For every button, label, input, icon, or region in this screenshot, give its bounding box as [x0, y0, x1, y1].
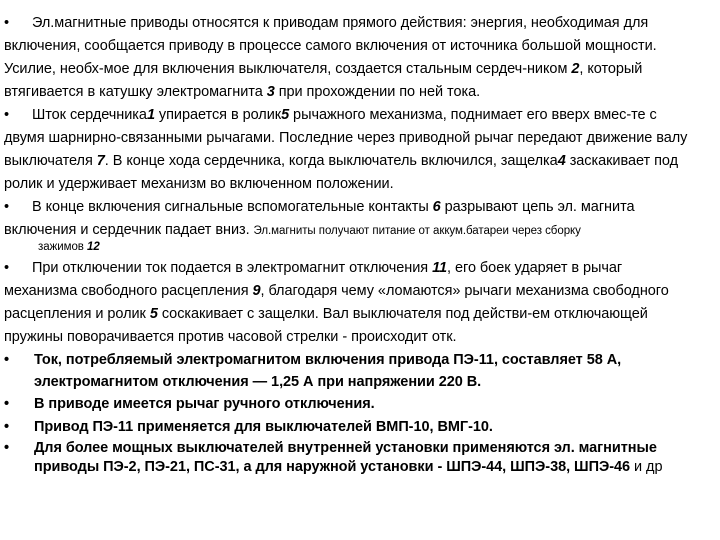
- ref-number: 9: [252, 283, 261, 299]
- text-fragment: соскакивает с защелки. Вал выключателя под действи-ем отключающей пружины поворачивается против часовой стрелки - происходит отк.: [4, 306, 648, 345]
- list-item-text: Для более мощных выключателей внутренней установки применяются эл. магнитные приводы ПЭ-2, ПЭ-21, ПС-31, а для наружной установки - ШПЭ-44, ШПЭ-38, ШПЭ-46: [34, 440, 657, 475]
- paragraph-electromagnetic-drives: [4, 12, 698, 104]
- paragraph-core-rod: [4, 104, 698, 196]
- bullet: •: [4, 260, 10, 276]
- bullet: •: [4, 396, 10, 412]
- bold-bullet-list: [4, 349, 698, 477]
- small-note: Эл.магниты получают питание от аккум.батареи через сборку: [253, 225, 581, 237]
- list-item-text: В приводе имеется рычаг ручного отключения.: [34, 396, 375, 412]
- small-note-continuation: [4, 239, 698, 255]
- text-fragment: . В конце хода сердечника, когда выключатель включился, защелка: [104, 153, 558, 169]
- ref-number: 5: [281, 107, 290, 123]
- text-fragment: при прохождении по ней тока.: [274, 84, 481, 100]
- ref-number: 4: [557, 153, 566, 169]
- bullet: •: [4, 419, 10, 435]
- text-fragment: , который втягивается в катушку электромагнита: [4, 61, 643, 100]
- list-item-text: Ток, потребляемый электромагнитом включения привода ПЭ-11, составляет 58 А, электромагнитом отключения — 1,25 А при напряжении 220 В.: [34, 352, 622, 390]
- text-fragment: Эл.магнитные приводы относятся к приводам прямого действия: энергия, необходимая для включения, сообщается приводу в процессе самого включения от источника большой мощности. Усилие, необх-мое для включения выключателя, создается стальным сердеч-ником: [4, 15, 657, 77]
- list-item-text: Привод ПЭ-11 применяется для выключателей ВМП-10, ВМГ-10.: [34, 419, 493, 435]
- text-fragment: При отключении ток подается в электромагнит отключения: [32, 260, 433, 276]
- list-item: [4, 349, 698, 393]
- paragraph-end-of-switching: [4, 196, 698, 255]
- list-item: [4, 416, 698, 439]
- paragraph-tripping: [4, 257, 698, 349]
- ref-number: 3: [266, 84, 275, 100]
- ref-number: 12: [87, 241, 100, 253]
- bullet: •: [4, 199, 10, 215]
- bullet: •: [4, 352, 10, 368]
- text-fragment: , его боек ударяет в рычаг механизма свободного расцепления: [4, 260, 623, 299]
- text-fragment: заскакивает под ролик и удерживает механизм во включенном положении.: [4, 153, 678, 192]
- ref-number: 5: [149, 306, 158, 322]
- ref-number: 1: [146, 107, 155, 123]
- list-item: [4, 439, 698, 477]
- list-item: [4, 393, 698, 416]
- ref-number: 7: [96, 153, 105, 169]
- text-fragment: зажимов: [38, 241, 87, 253]
- text-fragment: упирается в ролик: [154, 107, 282, 123]
- text-fragment: В конце включения сигнальные вспомогательные контакты: [32, 199, 433, 215]
- bullet: •: [4, 107, 10, 123]
- text-fragment: , благодаря чему «ломаются» рычаги механизма свободного расцепления и ролик: [4, 283, 669, 322]
- text-fragment: Шток сердечника: [32, 107, 147, 123]
- text-fragment: рычажного механизма, поднимает его вверх вмес-те с двумя шарнирно-связанными рычагами. Последние через приводной рычаг передают движение валу выключателя: [4, 107, 688, 169]
- list-item-tail: и др: [630, 459, 663, 475]
- bullet: •: [4, 15, 10, 31]
- ref-number: 6: [432, 199, 441, 215]
- ref-number: 2: [571, 61, 580, 77]
- bullet: •: [4, 440, 10, 456]
- ref-number: 11: [432, 260, 448, 276]
- text-fragment: разрывают цепь эл. магнита включения и сердечник падает вниз.: [4, 199, 635, 238]
